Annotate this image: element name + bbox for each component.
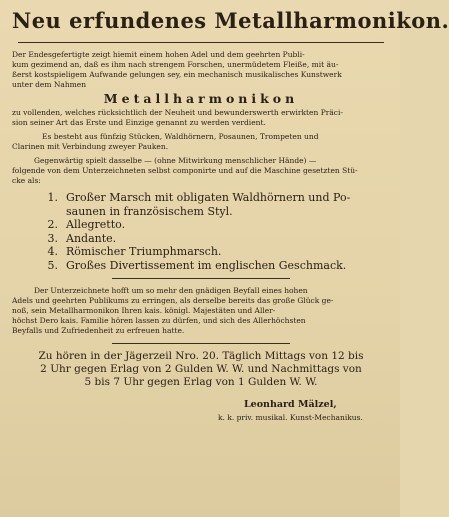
text-line: Gegenwärtig spielt dasselbe — (ohne Mitwirkung menschlicher Hände) — — [34, 156, 317, 165]
text-line: Beyfalls und Zufriedenheit zu erfreuen hatte. — [12, 326, 185, 335]
program-item-title: Großes Divertissement im englischen Geschmack. — [66, 258, 347, 272]
text-line: kum gezimend an, daß es ihm nach strengem Forschen, unermüdetem Fleiße, mit äu- — [12, 60, 339, 69]
program-list — [34, 191, 390, 272]
section-divider — [112, 343, 290, 344]
program-item-number: 5. — [47, 258, 58, 272]
program-item — [34, 191, 390, 205]
intro-paragraph — [12, 50, 390, 90]
text-line: höchst Dero kais. Familie hören lassen zu dürfen, und sich des Allerhöchsten — [12, 316, 306, 325]
program-item-title: Großer Marsch mit obligaten Waldhörnern und Po- — [66, 191, 351, 204]
completion-paragraph — [12, 108, 390, 128]
program-item-number: 4. — [47, 245, 58, 258]
program-item-number: 2. — [47, 218, 58, 231]
text-line: Es besteht aus fünfzig Stücken, Waldhörnern, Posaunen, Trompeten und — [42, 132, 319, 141]
signature-title: k. k. priv. musikal. Kunst-Mechanikus. — [218, 413, 363, 422]
text-line: cke als: — [12, 176, 41, 185]
text-line: Clarinen mit Verbindung zweyer Pauken. — [12, 142, 169, 151]
program-item-title: Allegretto. — [66, 218, 126, 231]
text-line: unter dem Nahmen — [12, 80, 87, 89]
program-item — [34, 259, 390, 273]
text-line: zu vollenden, welches rücksichtlich der Neuheit und bewunderswerth erwirkten Präci- — [12, 108, 343, 117]
program-item-title: Römischer Triumphmarsch. — [66, 245, 222, 258]
text-line: 2 Uhr gegen Erlag von 2 Gulden W. W. und Nachmittags von — [40, 363, 362, 375]
venue-and-times — [14, 350, 388, 389]
text-line: sion seiner Art das Erste und Einzige genannt zu werden verdient. — [12, 118, 266, 127]
text-line: ßerst kostspieligem Aufwande gelungen sey, ein mechanisch musikalisches Kunstwerk — [12, 70, 342, 79]
repertoire-intro-paragraph — [12, 156, 390, 186]
patronage-paragraph — [12, 286, 390, 336]
text-line: Der Unterzeichnete hofft um so mehr den gnädigen Beyfall eines hohen — [34, 286, 308, 295]
composition-paragraph — [12, 132, 390, 152]
program-item-number: 1. — [47, 191, 58, 204]
signature-block — [12, 398, 390, 424]
text-line: folgende von dem Unterzeichneten selbst componirte und auf die Maschine gesetzten Stü- — [12, 166, 358, 175]
program-item — [34, 245, 390, 259]
instrument-name: Metallharmonikon — [103, 91, 299, 106]
signature-name: Leonhard Mälzel, — [244, 399, 337, 410]
text-line: Der Endesgefertigte zeigt hiemit einem hohen Adel und dem geehrten Publi- — [12, 50, 305, 59]
program-item-continuation: saunen in französischem Styl. — [66, 204, 233, 218]
text-line: 5 bis 7 Uhr gegen Erlag von 1 Gulden W. W. — [84, 376, 318, 388]
program-item — [34, 218, 390, 232]
text-line: noß, sein Metallharmonikon Ihren kais. königl. Majestäten und Aller- — [12, 306, 276, 315]
text-line: Zu hören in der Jägerzeil Nro. 20. Täglich Mittags von 12 bis — [38, 350, 364, 362]
poster-title: Neu erfundenes Metallharmonikon. — [12, 8, 449, 33]
program-item — [34, 232, 390, 246]
program-item-number: 3. — [47, 231, 58, 245]
program-item-title: Andante. — [66, 231, 117, 245]
text-line: Adels und geehrten Publikums zu erringen, als derselbe bereits das große Glück ge- — [12, 296, 334, 305]
